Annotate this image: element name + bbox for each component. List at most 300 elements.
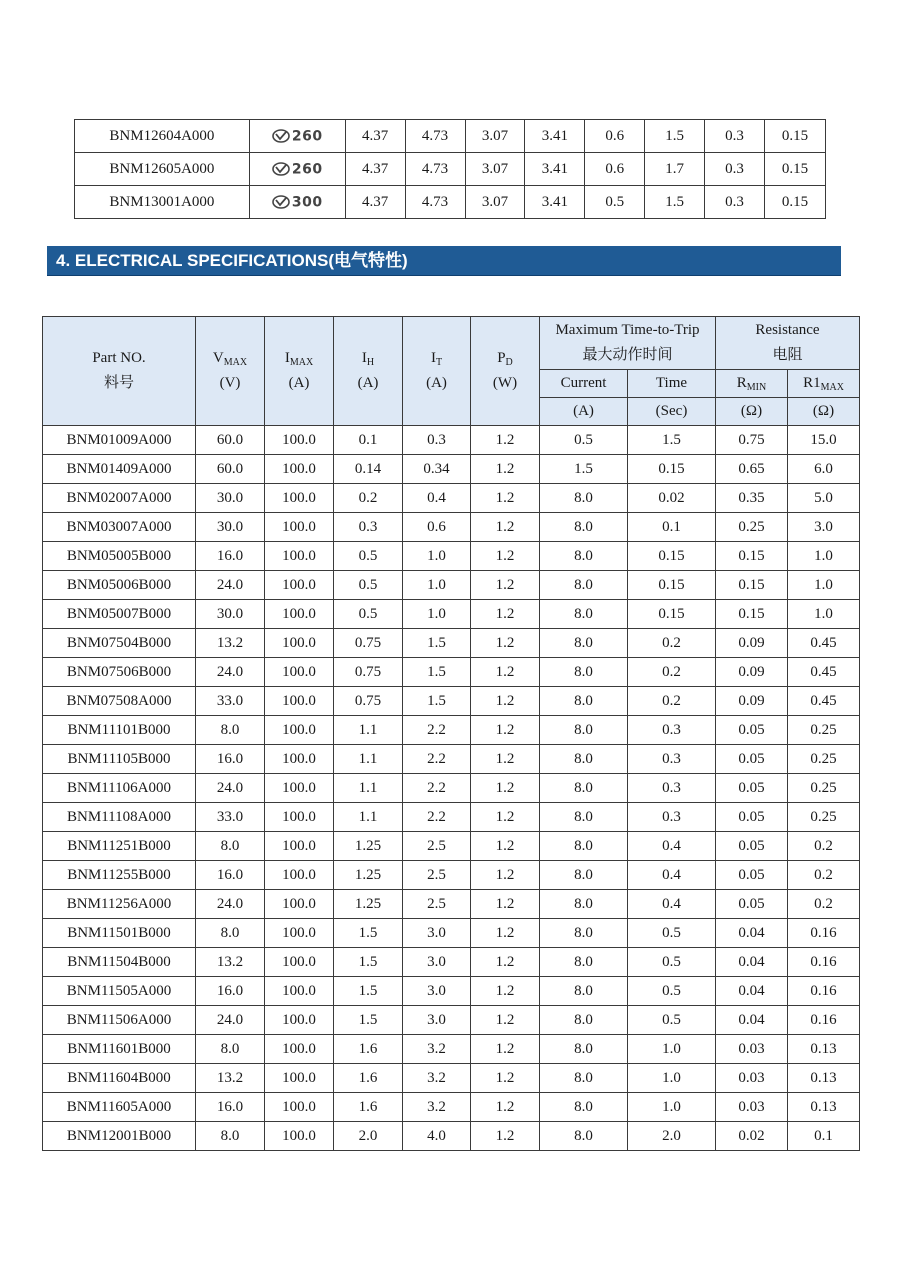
- table-cell: 1.0: [788, 571, 860, 600]
- spec-table-body: [43, 426, 860, 1151]
- header-pd-unit: (W): [492, 375, 518, 391]
- header-time-to-trip-cn: 最大动作时间: [582, 347, 673, 363]
- header-r1max-unit: (Ω): [788, 398, 860, 426]
- table-cell: 8.0: [540, 832, 628, 861]
- table-cell: 1.6: [334, 1093, 403, 1122]
- table-cell: 1.2: [471, 571, 540, 600]
- table-cell: 1.2: [471, 861, 540, 890]
- table-cell: 100.0: [265, 426, 334, 455]
- header-imax-sub: MAX: [289, 357, 314, 368]
- table-cell: 0.5: [628, 948, 716, 977]
- header-r1max: [788, 370, 860, 398]
- table-cell: 1.0: [788, 600, 860, 629]
- table-cell: 1.0: [788, 542, 860, 571]
- table-cell: 100.0: [265, 919, 334, 948]
- table-cell: 0.09: [716, 687, 788, 716]
- table-cell: 3.41: [525, 120, 585, 153]
- part-number-cell: BNM01409A000: [43, 455, 196, 484]
- table-cell: 16.0: [196, 861, 265, 890]
- table-row: [43, 542, 860, 571]
- table-cell: 3.41: [525, 153, 585, 186]
- table-cell: 1.5: [334, 1006, 403, 1035]
- header-current: Current: [540, 370, 628, 398]
- header-imax-unit: (A): [288, 375, 310, 391]
- table-cell: 100.0: [265, 513, 334, 542]
- header-part-no: [43, 317, 196, 426]
- table-cell: 0.05: [716, 745, 788, 774]
- part-number-cell: BNM11101B000: [43, 716, 196, 745]
- table-cell: 8.0: [540, 513, 628, 542]
- table-cell: 2.0: [334, 1122, 403, 1151]
- table-cell: 1.1: [334, 803, 403, 832]
- header-pd: [471, 317, 540, 426]
- header-it-sub: T: [435, 357, 443, 368]
- header-ih-unit: (A): [357, 375, 379, 391]
- table-cell: 4.73: [405, 120, 465, 153]
- table-cell: 30.0: [196, 513, 265, 542]
- table-cell: 4.73: [405, 153, 465, 186]
- table-row: [43, 600, 860, 629]
- header-it-symbol: I: [430, 350, 436, 366]
- header-ih-symbol: I: [361, 350, 367, 366]
- table-row: [75, 153, 826, 186]
- header-rmin-sub: MIN: [746, 382, 767, 393]
- part-number-cell: BNM11501B000: [43, 919, 196, 948]
- header-vmax: [196, 317, 265, 426]
- header-ih-sub: H: [366, 357, 375, 368]
- table-cell: 1.0: [403, 542, 471, 571]
- table-cell: 24.0: [196, 571, 265, 600]
- table-cell: 0.02: [716, 1122, 788, 1151]
- table-cell: 1.5: [334, 948, 403, 977]
- table-row: [43, 687, 860, 716]
- table-row: [43, 745, 860, 774]
- table-cell: 1.2: [471, 948, 540, 977]
- table-cell: 1.2: [471, 1006, 540, 1035]
- table-cell: 0.1: [788, 1122, 860, 1151]
- table-cell: 0.4: [628, 890, 716, 919]
- table-cell: 1.5: [628, 426, 716, 455]
- part-number-cell: BNM11604B000: [43, 1064, 196, 1093]
- table-cell: 0.5: [334, 542, 403, 571]
- table-cell: 8.0: [540, 803, 628, 832]
- marking-cell: [249, 120, 345, 153]
- header-current-unit: (A): [540, 398, 628, 426]
- table-cell: 0.09: [716, 658, 788, 687]
- table-cell: 0.25: [788, 745, 860, 774]
- part-number-cell: BNM11505A000: [43, 977, 196, 1006]
- table-cell: 0.15: [628, 571, 716, 600]
- table-cell: 4.37: [345, 120, 405, 153]
- header-part-no-en: Part NO.: [92, 350, 146, 366]
- table-cell: 1.0: [628, 1093, 716, 1122]
- table-cell: 100.0: [265, 484, 334, 513]
- table-cell: 0.05: [716, 861, 788, 890]
- table-cell: 1.2: [471, 426, 540, 455]
- table-cell: 8.0: [540, 571, 628, 600]
- table-cell: 16.0: [196, 745, 265, 774]
- table-cell: 0.3: [705, 120, 765, 153]
- table-cell: 1.5: [645, 186, 705, 219]
- table-cell: 0.2: [628, 629, 716, 658]
- table-cell: 1.0: [628, 1064, 716, 1093]
- header-vmax-symbol: V: [212, 350, 224, 366]
- table-cell: 0.05: [716, 832, 788, 861]
- table-cell: 0.15: [716, 542, 788, 571]
- table-cell: 0.13: [788, 1064, 860, 1093]
- table-cell: 4.0: [403, 1122, 471, 1151]
- table-cell: 8.0: [540, 1093, 628, 1122]
- table-cell: 1.2: [471, 774, 540, 803]
- table-cell: 0.04: [716, 948, 788, 977]
- table-cell: 24.0: [196, 774, 265, 803]
- table-cell: 100.0: [265, 774, 334, 803]
- table-cell: 3.0: [403, 1006, 471, 1035]
- table-cell: 1.2: [471, 919, 540, 948]
- table-cell: 0.05: [716, 890, 788, 919]
- table-cell: 0.15: [628, 600, 716, 629]
- table-cell: 100.0: [265, 745, 334, 774]
- table-cell: 0.15: [764, 120, 825, 153]
- table-cell: 30.0: [196, 600, 265, 629]
- table-cell: 3.07: [465, 120, 525, 153]
- table-cell: 100.0: [265, 1122, 334, 1151]
- table-row: [43, 1093, 860, 1122]
- table-cell: 0.75: [334, 687, 403, 716]
- table-cell: 100.0: [265, 716, 334, 745]
- section-title-cn: (电气特性): [328, 251, 408, 270]
- table-cell: 8.0: [540, 1064, 628, 1093]
- table-cell: 100.0: [265, 977, 334, 1006]
- table-cell: 1.2: [471, 803, 540, 832]
- marking-cell: [249, 186, 345, 219]
- table-row: [43, 716, 860, 745]
- table-row: [43, 571, 860, 600]
- table-cell: 0.2: [788, 832, 860, 861]
- table-cell: 33.0: [196, 803, 265, 832]
- marking-text: 260: [291, 128, 323, 145]
- header-time-to-trip: [540, 317, 716, 370]
- table-cell: 13.2: [196, 629, 265, 658]
- table-cell: 24.0: [196, 890, 265, 919]
- table-cell: 1.7: [645, 153, 705, 186]
- part-number-cell: BNM11256A000: [43, 890, 196, 919]
- part-number-cell: BNM02007A000: [43, 484, 196, 513]
- table-row: [43, 977, 860, 1006]
- table-cell: 1.5: [403, 687, 471, 716]
- part-number-cell: BNM11108A000: [43, 803, 196, 832]
- part-number-cell: BNM01009A000: [43, 426, 196, 455]
- table-cell: 0.5: [628, 977, 716, 1006]
- table-cell: 0.03: [716, 1035, 788, 1064]
- table-cell: 8.0: [196, 919, 265, 948]
- table-row: [43, 1064, 860, 1093]
- table-cell: 0.5: [628, 1006, 716, 1035]
- table-cell: 1.2: [471, 977, 540, 1006]
- table-cell: 1.2: [471, 1064, 540, 1093]
- table-cell: 100.0: [265, 1064, 334, 1093]
- table-row: [43, 658, 860, 687]
- table-cell: 60.0: [196, 455, 265, 484]
- table-cell: 1.2: [471, 629, 540, 658]
- table-cell: 5.0: [788, 484, 860, 513]
- table-cell: 1.2: [471, 687, 540, 716]
- table-cell: 0.4: [628, 861, 716, 890]
- table-cell: 13.2: [196, 1064, 265, 1093]
- table-cell: 0.25: [788, 716, 860, 745]
- table-cell: 0.04: [716, 919, 788, 948]
- table-cell: 0.4: [403, 484, 471, 513]
- table-cell: 0.25: [788, 774, 860, 803]
- table-cell: 8.0: [540, 745, 628, 774]
- table-cell: 100.0: [265, 861, 334, 890]
- table-cell: 0.6: [403, 513, 471, 542]
- table-row: [43, 832, 860, 861]
- table-cell: 0.2: [788, 861, 860, 890]
- header-time-unit: (Sec): [628, 398, 716, 426]
- table-cell: 0.15: [628, 455, 716, 484]
- table-cell: 3.0: [403, 919, 471, 948]
- table-cell: 1.5: [645, 120, 705, 153]
- header-it-unit: (A): [426, 375, 447, 391]
- table-cell: 0.04: [716, 977, 788, 1006]
- table-cell: 4.37: [345, 186, 405, 219]
- table-cell: 8.0: [540, 919, 628, 948]
- table-cell: 100.0: [265, 1093, 334, 1122]
- table-row: [43, 1006, 860, 1035]
- table-row: [43, 629, 860, 658]
- table-cell: 2.0: [628, 1122, 716, 1151]
- table-row: [43, 803, 860, 832]
- table-cell: 0.45: [788, 629, 860, 658]
- table-cell: 1.5: [403, 658, 471, 687]
- part-number-cell: BNM12604A000: [75, 120, 250, 153]
- table-cell: 8.0: [540, 542, 628, 571]
- table-cell: 0.15: [716, 571, 788, 600]
- header-resistance-en: Resistance: [755, 322, 820, 338]
- table-cell: 1.0: [403, 600, 471, 629]
- table-cell: 0.35: [716, 484, 788, 513]
- table-cell: 0.5: [628, 919, 716, 948]
- table-cell: 0.05: [716, 774, 788, 803]
- table-cell: 0.1: [334, 426, 403, 455]
- table-row: [43, 426, 860, 455]
- table-cell: 0.4: [628, 832, 716, 861]
- table-cell: 1.1: [334, 745, 403, 774]
- part-number-cell: BNM11255B000: [43, 861, 196, 890]
- part-number-cell: BNM03007A000: [43, 513, 196, 542]
- part-number-cell: BNM11605A000: [43, 1093, 196, 1122]
- header-vmax-unit: (V): [219, 375, 241, 391]
- header-rmin-symbol: R: [736, 375, 747, 391]
- table-row: [43, 919, 860, 948]
- table-cell: 2.5: [403, 861, 471, 890]
- table-cell: 8.0: [540, 774, 628, 803]
- table-row: [43, 455, 860, 484]
- table-cell: 8.0: [540, 977, 628, 1006]
- table-cell: 8.0: [540, 600, 628, 629]
- table-cell: 8.0: [540, 948, 628, 977]
- header-part-no-cn: 料号: [103, 375, 134, 391]
- part-number-cell: BNM07504B000: [43, 629, 196, 658]
- table-cell: 1.6: [334, 1064, 403, 1093]
- table-cell: 0.02: [628, 484, 716, 513]
- table-cell: 1.1: [334, 774, 403, 803]
- table-cell: 30.0: [196, 484, 265, 513]
- part-number-cell: BNM05006B000: [43, 571, 196, 600]
- table-cell: 8.0: [196, 716, 265, 745]
- table-cell: 1.2: [471, 1122, 540, 1151]
- table-cell: 3.0: [403, 948, 471, 977]
- table-cell: 33.0: [196, 687, 265, 716]
- table-cell: 8.0: [540, 629, 628, 658]
- marking-text: 260: [291, 161, 323, 178]
- table-row: [75, 120, 826, 153]
- table-cell: 0.2: [628, 658, 716, 687]
- table-cell: 0.25: [716, 513, 788, 542]
- header-vmax-sub: MAX: [223, 357, 248, 368]
- table-cell: 0.13: [788, 1093, 860, 1122]
- table-cell: 1.2: [471, 832, 540, 861]
- table-cell: 24.0: [196, 1006, 265, 1035]
- table-cell: 100.0: [265, 542, 334, 571]
- table-cell: 0.6: [585, 120, 645, 153]
- electrical-specifications-table: [42, 316, 860, 1151]
- table-cell: 3.07: [465, 186, 525, 219]
- table-cell: 0.1: [628, 513, 716, 542]
- part-number-cell: BNM11504B000: [43, 948, 196, 977]
- table-cell: 0.3: [628, 774, 716, 803]
- table-cell: 1.0: [628, 1035, 716, 1064]
- table-cell: 3.41: [525, 186, 585, 219]
- table-row: [43, 484, 860, 513]
- table-cell: 1.25: [334, 832, 403, 861]
- table-cell: 0.04: [716, 1006, 788, 1035]
- table-cell: 2.2: [403, 803, 471, 832]
- table-cell: 1.5: [334, 977, 403, 1006]
- table-cell: 0.16: [788, 977, 860, 1006]
- table-cell: 0.45: [788, 658, 860, 687]
- table-cell: 0.05: [716, 716, 788, 745]
- table-cell: 0.15: [628, 542, 716, 571]
- table-cell: 8.0: [540, 1006, 628, 1035]
- part-number-cell: BNM12001B000: [43, 1122, 196, 1151]
- table-cell: 100.0: [265, 890, 334, 919]
- table-cell: 16.0: [196, 1093, 265, 1122]
- table-cell: 2.2: [403, 745, 471, 774]
- table-cell: 100.0: [265, 803, 334, 832]
- table-cell: 13.2: [196, 948, 265, 977]
- table-cell: 2.5: [403, 890, 471, 919]
- header-time: Time: [628, 370, 716, 398]
- table-cell: 100.0: [265, 600, 334, 629]
- table-cell: 3.2: [403, 1093, 471, 1122]
- table-cell: 1.1: [334, 716, 403, 745]
- table-row: [43, 1122, 860, 1151]
- table-cell: 0.34: [403, 455, 471, 484]
- marking-text: 300: [291, 194, 323, 211]
- header-ih: [334, 317, 403, 426]
- part-number-cell: BNM11105B000: [43, 745, 196, 774]
- part-number-cell: BNM11251B000: [43, 832, 196, 861]
- table-cell: 0.14: [334, 455, 403, 484]
- header-r1max-sub: MAX: [820, 382, 844, 393]
- table-cell: 15.0: [788, 426, 860, 455]
- table-cell: 8.0: [540, 861, 628, 890]
- table-cell: 0.05: [716, 803, 788, 832]
- table-cell: 0.3: [705, 186, 765, 219]
- table-cell: 3.0: [788, 513, 860, 542]
- table-cell: 1.2: [471, 716, 540, 745]
- table-cell: 0.3: [628, 745, 716, 774]
- brand-logo-icon: [272, 162, 290, 176]
- header-pd-symbol: P: [497, 350, 506, 366]
- table-cell: 0.5: [585, 186, 645, 219]
- table-cell: 0.15: [716, 600, 788, 629]
- table-cell: 100.0: [265, 687, 334, 716]
- section-header: [47, 246, 841, 276]
- table-cell: 0.5: [334, 600, 403, 629]
- table-cell: 0.75: [716, 426, 788, 455]
- table-cell: 24.0: [196, 658, 265, 687]
- table-cell: 0.25: [788, 803, 860, 832]
- table-cell: 1.2: [471, 455, 540, 484]
- table-row: [43, 774, 860, 803]
- table-cell: 100.0: [265, 571, 334, 600]
- table-cell: 2.5: [403, 832, 471, 861]
- header-rmin-unit: (Ω): [716, 398, 788, 426]
- table-cell: 3.07: [465, 153, 525, 186]
- brand-logo-icon: [272, 129, 290, 143]
- table-cell: 1.2: [471, 513, 540, 542]
- table-cell: 3.2: [403, 1035, 471, 1064]
- table-cell: 0.15: [764, 186, 825, 219]
- table-cell: 100.0: [265, 455, 334, 484]
- part-number-cell: BNM13001A000: [75, 186, 250, 219]
- table-row: [43, 1035, 860, 1064]
- table-cell: 0.3: [403, 426, 471, 455]
- part-number-cell: BNM07506B000: [43, 658, 196, 687]
- header-it: [403, 317, 471, 426]
- header-r1max-symbol: R1: [803, 375, 821, 391]
- table-cell: 3.2: [403, 1064, 471, 1093]
- table-cell: 16.0: [196, 977, 265, 1006]
- table-cell: 1.25: [334, 861, 403, 890]
- section-title: 4. ELECTRICAL SPECIFICATIONS: [56, 251, 329, 270]
- table-cell: 100.0: [265, 832, 334, 861]
- table-cell: 1.2: [471, 1093, 540, 1122]
- table-cell: 0.16: [788, 948, 860, 977]
- header-imax-symbol: I: [284, 350, 290, 366]
- table-cell: 4.37: [345, 153, 405, 186]
- table-cell: 1.2: [471, 484, 540, 513]
- part-number-cell: BNM05007B000: [43, 600, 196, 629]
- part-number-cell: BNM12605A000: [75, 153, 250, 186]
- table-cell: 8.0: [540, 716, 628, 745]
- header-pd-sub: D: [505, 357, 513, 368]
- table-cell: 0.13: [788, 1035, 860, 1064]
- table-cell: 1.2: [471, 745, 540, 774]
- table-cell: 8.0: [540, 687, 628, 716]
- table-row: [75, 186, 826, 219]
- table-cell: 1.2: [471, 542, 540, 571]
- marking-table: [74, 119, 826, 219]
- part-number-cell: BNM05005B000: [43, 542, 196, 571]
- table-cell: 8.0: [196, 1122, 265, 1151]
- table-cell: 0.3: [334, 513, 403, 542]
- table-cell: 1.2: [471, 600, 540, 629]
- table-cell: 8.0: [540, 484, 628, 513]
